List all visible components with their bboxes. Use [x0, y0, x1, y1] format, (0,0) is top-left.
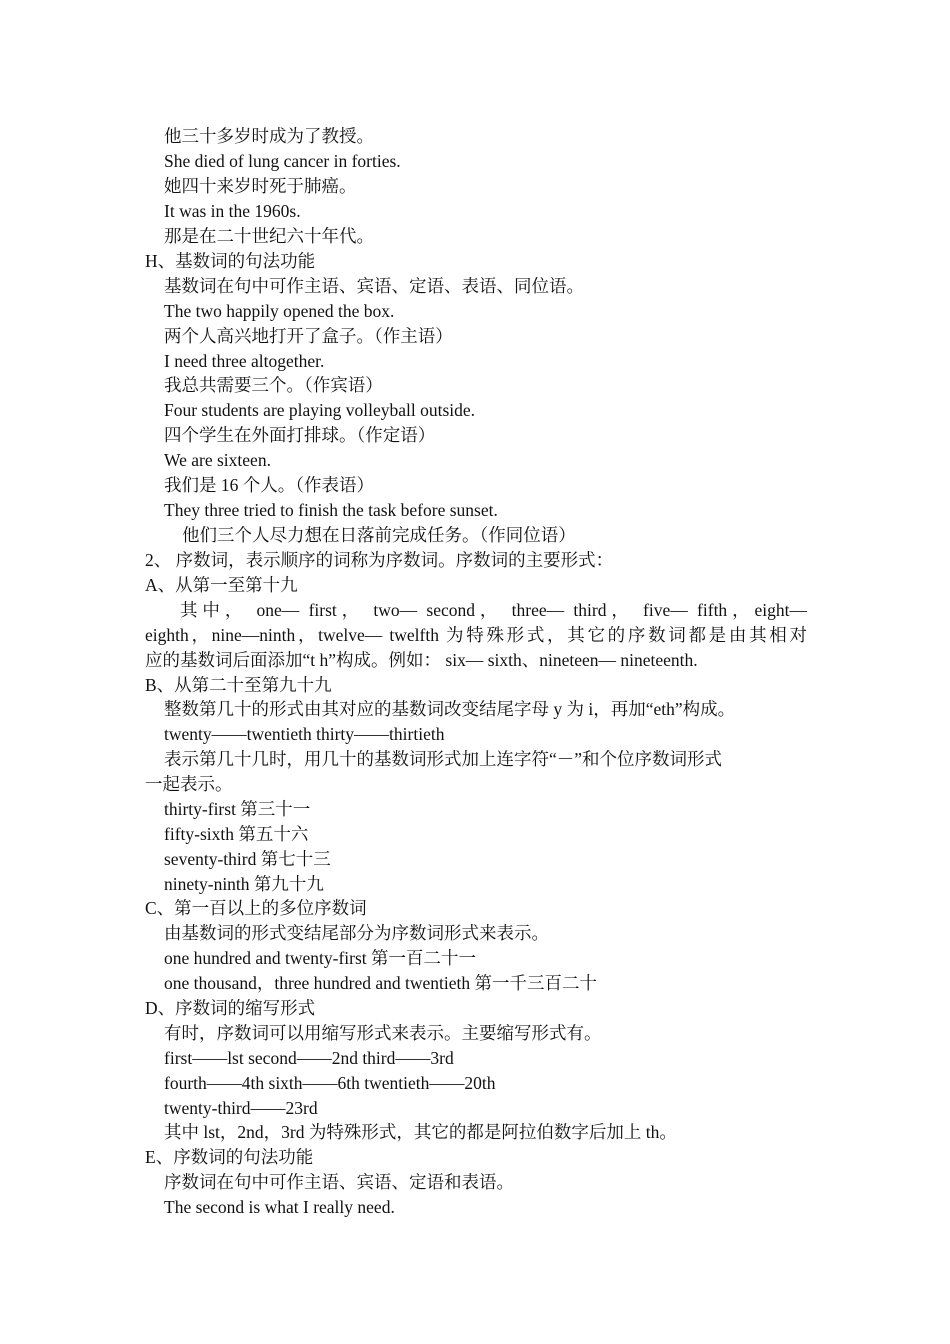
text-line: 四个学生在外面打排球。（作定语）	[164, 425, 436, 445]
text-line: thirty-first 第三十一	[164, 799, 311, 819]
text-line: 其中， one— first， two— second， three— third， five— fifth，eight—	[180, 600, 807, 620]
text-line: The two happily opened the box.	[164, 301, 395, 321]
text-line: They three tried to finish the task before sunset.	[164, 500, 498, 520]
text-line: fifty-sixth 第五十六	[164, 824, 309, 844]
text-line: 我总共需要三个。（作宾语）	[164, 375, 383, 395]
text-line: We are sixteen.	[164, 450, 271, 470]
text-line: 他们三个人尽力想在日落前完成任务。（作同位语）	[182, 525, 576, 545]
text-line: seventy-third 第七十三	[164, 849, 331, 869]
text-line: 一起表示。	[145, 774, 233, 794]
section-heading: C、第一百以上的多位序数词	[145, 898, 367, 918]
text-line: Four students are playing volleyball outside.	[164, 400, 476, 420]
text-line: 序数词在句中可作主语、宾语、定语和表语。	[164, 1172, 514, 1192]
text-line: eighth，nine—ninth，twelve— twelfth 为特殊形式，其它的序数词都是由其相对	[145, 625, 807, 645]
text-line: 两个人高兴地打开了盒子。（作主语）	[164, 326, 453, 346]
text-line: 应的基数词后面添加“t h”构成。例如： six— sixth、nineteen— nineteenth.	[145, 650, 698, 670]
text-line: 她四十来岁时死于肺癌。	[164, 176, 357, 196]
section-heading: A、从第一至第十九	[145, 575, 298, 595]
text-line: 整数第几十的形式由其对应的基数词改变结尾字母 y 为 i，再加“eth”构成。	[164, 699, 736, 719]
section-heading: 2、 序数词，表示顺序的词称为序数词。序数词的主要形式：	[145, 550, 614, 570]
text-line: 他三十多岁时成为了教授。	[164, 126, 374, 146]
text-line: 其中 lst，2nd，3rd 为特殊形式，其它的都是阿拉伯数字后加上 th。	[164, 1122, 677, 1142]
text-line: 基数词在句中可作主语、宾语、定语、表语、同位语。	[164, 276, 584, 296]
text-line: one thousand，three hundred and twentieth 第一千三百二十	[164, 973, 598, 993]
text-line: twenty-third——23rd	[164, 1098, 318, 1118]
text-line: The second is what I really need.	[164, 1197, 395, 1217]
section-heading: D、序数词的缩写形式	[145, 998, 316, 1018]
section-heading: B、从第二十至第九十九	[145, 675, 332, 695]
text-line: It was in the 1960s.	[164, 201, 301, 221]
text-line: one hundred and twenty-first 第一百二十一	[164, 948, 477, 968]
text-line: fourth——4th sixth——6th twentieth——20th	[164, 1073, 496, 1093]
text-line: 表示第几十几时，用几十的基数词形式加上连字符“－”和个位序数词形式	[164, 749, 723, 769]
text-line: 由基数词的形式变结尾部分为序数词形式来表示。	[164, 923, 549, 943]
section-heading: H、基数词的句法功能	[145, 251, 316, 271]
text-line: She died of lung cancer in forties.	[164, 151, 401, 171]
section-heading: E、序数词的句法功能	[145, 1147, 314, 1167]
text-line: ninety-ninth 第九十九	[164, 874, 324, 894]
text-line: 我们是 16 个人。（作表语）	[164, 475, 374, 495]
text-line: I need three altogether.	[164, 351, 325, 371]
text-line: 有时，序数词可以用缩写形式来表示。主要缩写形式有。	[164, 1023, 602, 1043]
text-line: first——lst second——2nd third——3rd	[164, 1048, 454, 1068]
text-line: 那是在二十世纪六十年代。	[164, 226, 374, 246]
text-line: twenty——twentieth thirty——thirtieth	[164, 724, 445, 744]
